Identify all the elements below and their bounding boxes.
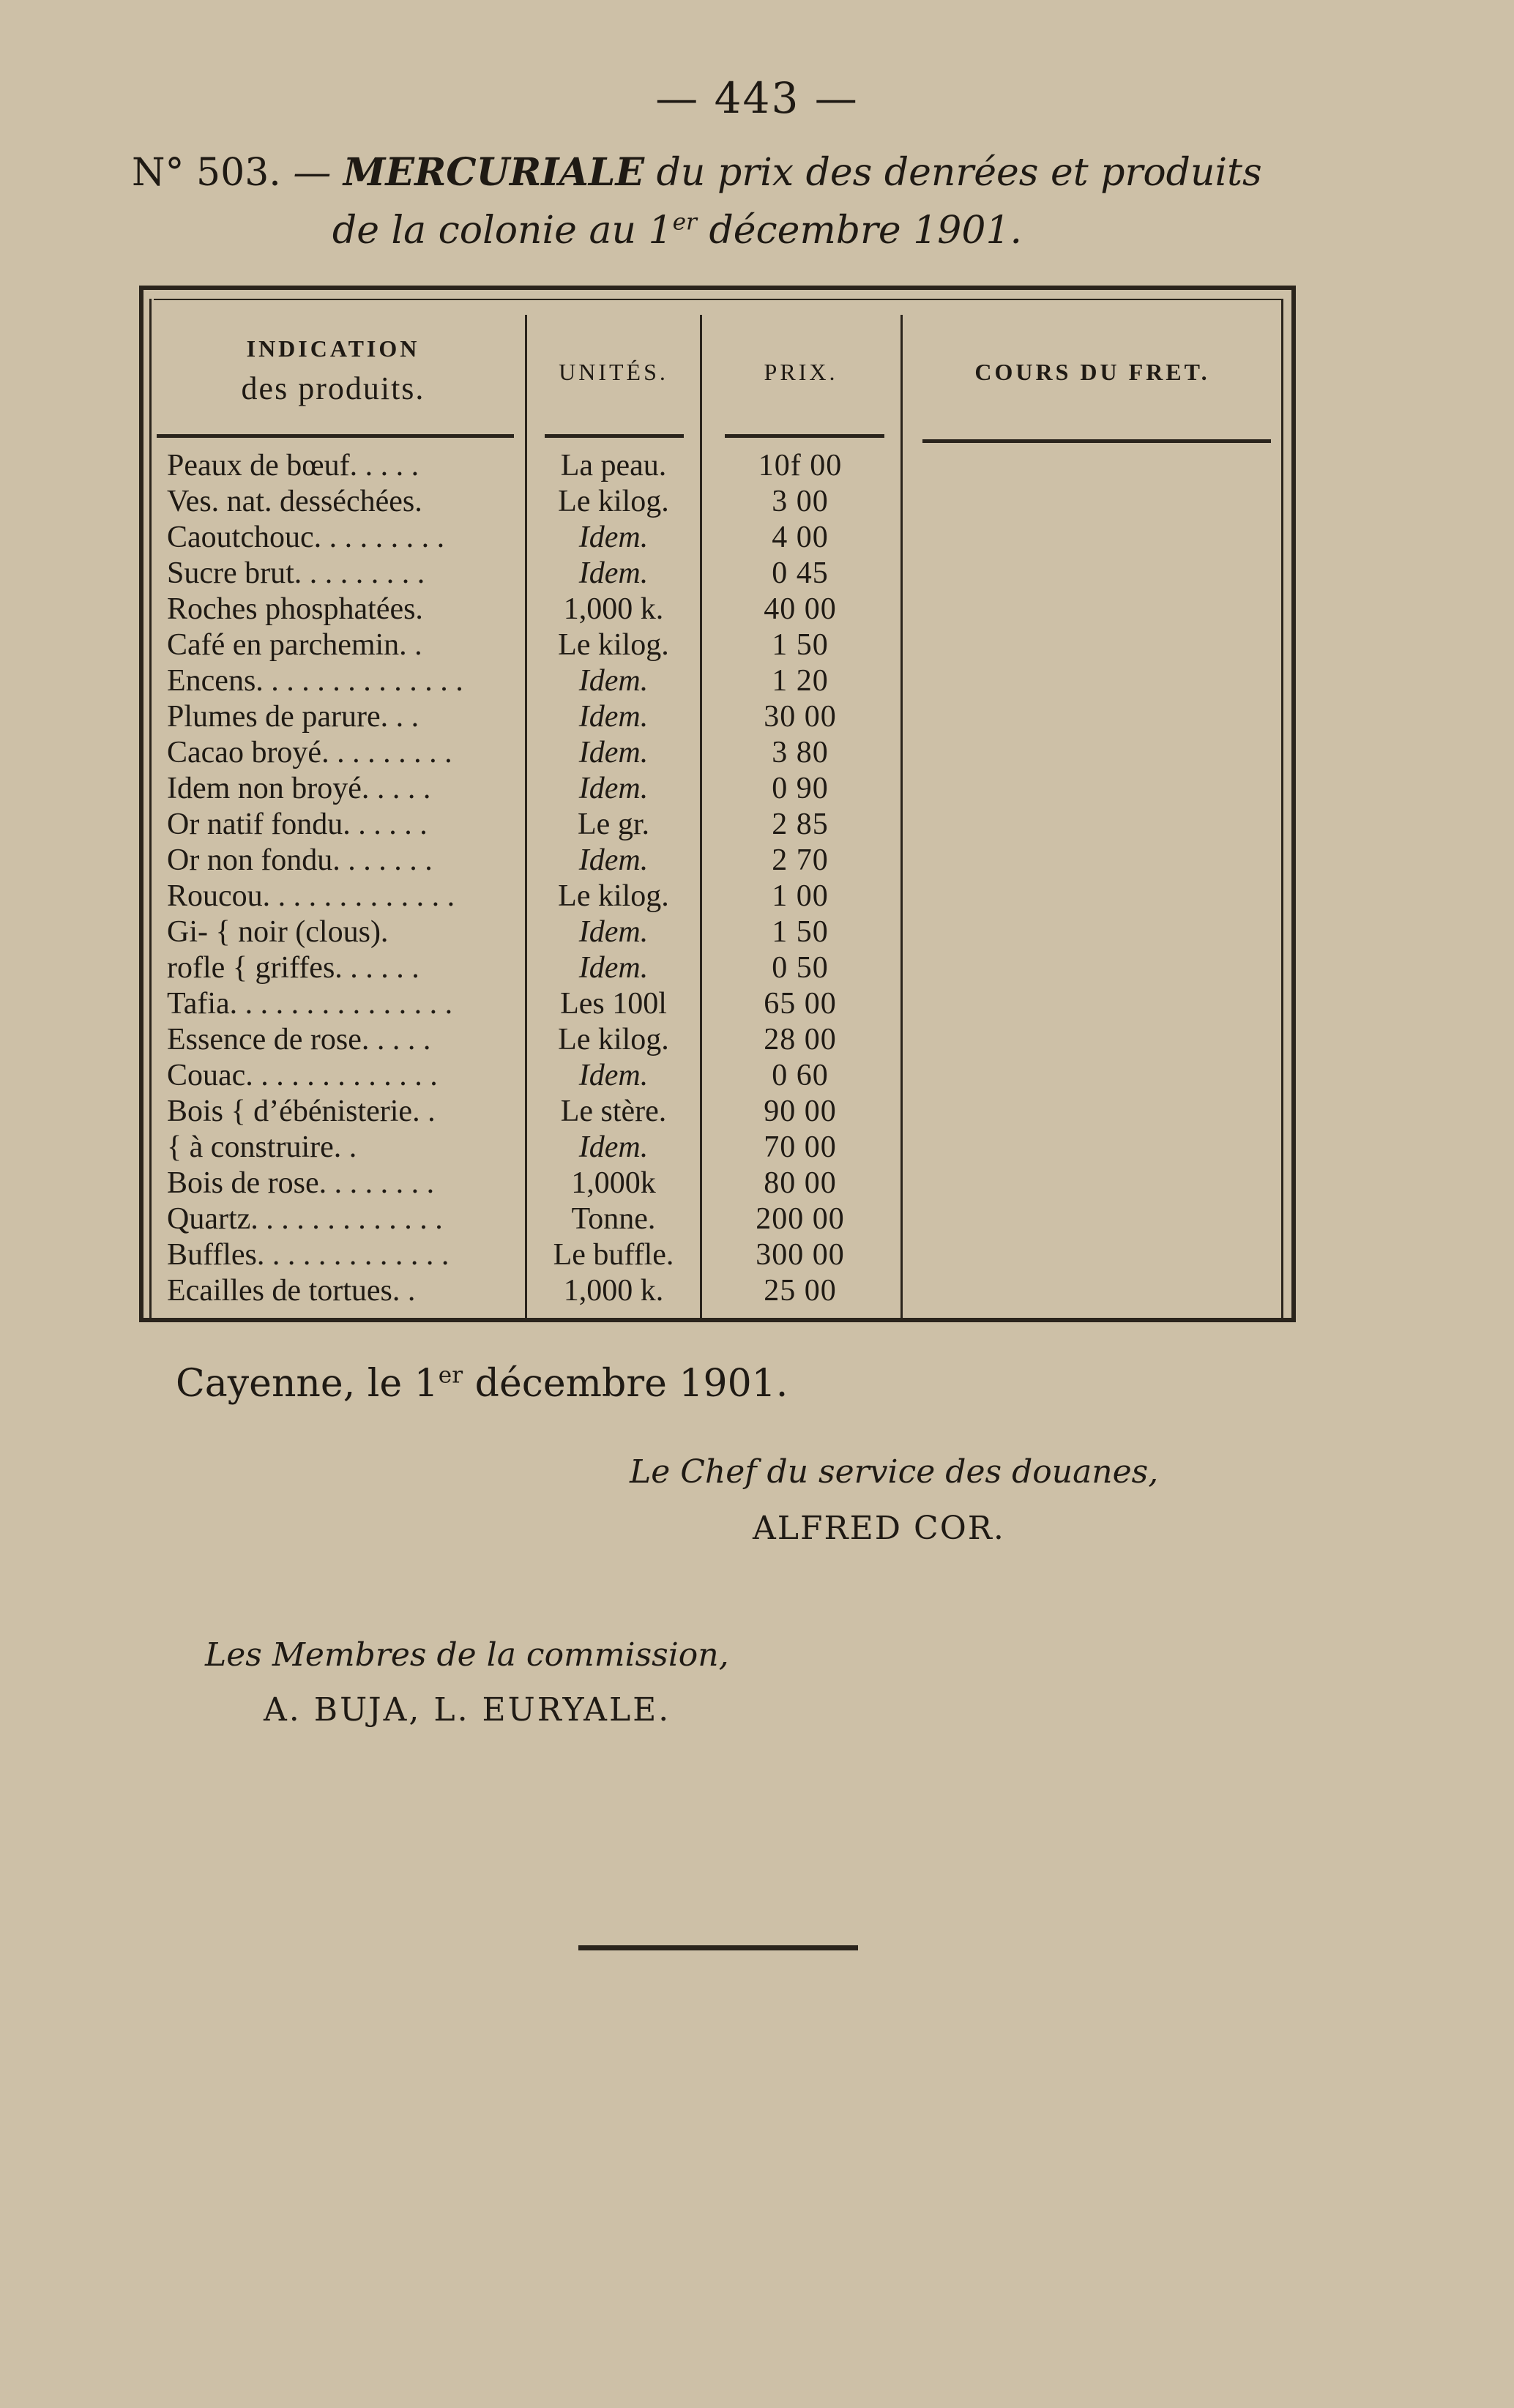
product-price: 25 00 xyxy=(764,1274,837,1308)
product-price: 70 00 xyxy=(764,1130,837,1164)
product-price: 40 00 xyxy=(764,592,837,626)
product-unit: Le kilog. xyxy=(558,628,669,662)
product-unit: Le gr. xyxy=(578,808,649,841)
product-unit: Tonne. xyxy=(571,1202,656,1236)
table-top-rule-thin xyxy=(154,299,1281,300)
product-name: Peaux de bœuf. . . . . xyxy=(167,449,419,482)
product-name: Caoutchouc. . . . . . . . . xyxy=(167,521,445,554)
product-name: Sucre brut. . . . . . . . . xyxy=(167,556,425,590)
product-name: Ves. nat. desséchées. xyxy=(167,485,422,518)
table-row xyxy=(139,843,1296,879)
product-price: 30 00 xyxy=(764,700,837,734)
product-price: 300 00 xyxy=(756,1238,845,1272)
product-unit: Idem. xyxy=(578,1059,649,1092)
end-rule xyxy=(578,1945,858,1950)
product-name: Roucou. . . . . . . . . . . . . xyxy=(167,879,455,913)
table-row xyxy=(139,1201,1296,1237)
product-price: 3 80 xyxy=(772,736,829,769)
header-underline-units xyxy=(545,434,684,438)
product-price: 2 85 xyxy=(772,808,829,841)
product-unit: Idem. xyxy=(578,521,649,554)
place-date-sup: er xyxy=(438,1362,463,1389)
product-name: Roches phosphatées. xyxy=(167,592,423,626)
title-line2-sup: er xyxy=(672,209,697,236)
header-products-top: INDICATION xyxy=(246,335,420,362)
product-unit: La peau. xyxy=(560,449,667,482)
header-units: UNITÉS. xyxy=(559,359,668,385)
product-unit: Idem. xyxy=(578,772,649,805)
title-line2-b: décembre 1901. xyxy=(696,209,1023,253)
product-price: 1 00 xyxy=(772,879,829,913)
table-row xyxy=(139,914,1296,950)
table-row xyxy=(139,1058,1296,1094)
table-row xyxy=(139,771,1296,807)
table-row xyxy=(139,484,1296,520)
table-row xyxy=(139,556,1296,592)
header-underline-price xyxy=(725,434,884,438)
product-price: 10f 00 xyxy=(758,449,843,482)
table-row xyxy=(139,627,1296,663)
title-line2-a: de la colonie au 1 xyxy=(332,209,673,253)
product-price: 65 00 xyxy=(764,987,837,1021)
table-row xyxy=(139,807,1296,843)
product-price: 90 00 xyxy=(764,1095,837,1128)
product-unit: Le kilog. xyxy=(558,1023,669,1056)
table-row xyxy=(139,1237,1296,1273)
table-row xyxy=(139,735,1296,771)
price-table xyxy=(139,286,1296,1322)
product-price: 1 50 xyxy=(772,628,829,662)
product-unit: Idem. xyxy=(578,700,649,734)
product-unit: Idem. xyxy=(578,736,649,769)
product-unit: Idem. xyxy=(578,1130,649,1164)
document-title-line-2 xyxy=(0,209,1354,253)
product-unit: Idem. xyxy=(578,915,649,949)
chef-signature: ALFRED COR. xyxy=(753,1510,1005,1547)
table-row xyxy=(139,1022,1296,1058)
product-unit: Les 100l xyxy=(560,987,667,1021)
header-price: PRIX. xyxy=(764,359,838,385)
product-unit: Le kilog. xyxy=(558,485,669,518)
table-row xyxy=(139,1130,1296,1166)
product-price: 0 50 xyxy=(772,951,829,985)
table-row xyxy=(139,1166,1296,1201)
product-name: Or non fondu. . . . . . . xyxy=(167,843,433,877)
place-date-a: Cayenne, le 1 xyxy=(176,1362,439,1406)
product-name: Cacao broyé. . . . . . . . . xyxy=(167,736,452,769)
product-unit: Idem. xyxy=(578,843,649,877)
header-underline-products xyxy=(157,434,514,438)
product-price: 200 00 xyxy=(756,1202,845,1236)
product-price: 0 60 xyxy=(772,1059,829,1092)
product-name: Bois { d’ébénisterie. . xyxy=(167,1095,436,1128)
place-and-date xyxy=(176,1362,788,1406)
product-unit: Le buffle. xyxy=(553,1238,674,1272)
product-price: 0 45 xyxy=(772,556,829,590)
product-name: Tafia. . . . . . . . . . . . . . . xyxy=(167,987,453,1021)
product-name: Or natif fondu. . . . . . xyxy=(167,808,428,841)
table-row xyxy=(139,1094,1296,1130)
product-unit: Idem. xyxy=(578,556,649,590)
product-name: Encens. . . . . . . . . . . . . . xyxy=(167,664,463,698)
product-price: 3 00 xyxy=(772,485,829,518)
product-unit: Idem. xyxy=(578,951,649,985)
table-row xyxy=(139,1273,1296,1309)
table-row xyxy=(139,879,1296,914)
product-name: Ecailles de tortues. . xyxy=(167,1274,416,1308)
document-title-line-1 xyxy=(132,150,1262,195)
product-name: Couac. . . . . . . . . . . . . xyxy=(167,1059,438,1092)
product-unit: 1,000 k. xyxy=(563,1274,664,1308)
product-name: Quartz. . . . . . . . . . . . . xyxy=(167,1202,443,1236)
product-name: { à construire. . xyxy=(167,1130,357,1164)
product-name: Buffles. . . . . . . . . . . . . xyxy=(167,1238,450,1272)
product-name: Café en parchemin. . xyxy=(167,628,422,662)
table-row xyxy=(139,663,1296,699)
product-name: Idem non broyé. . . . . xyxy=(167,772,431,805)
product-price: 80 00 xyxy=(764,1166,837,1200)
product-unit: Le stère. xyxy=(560,1095,667,1128)
table-bottom-rule xyxy=(139,1318,1296,1322)
product-name: Essence de rose. . . . . xyxy=(167,1023,431,1056)
header-products-bottom: des produits. xyxy=(241,370,425,406)
title-bold-word: MERCURIALE xyxy=(343,150,645,195)
product-price: 4 00 xyxy=(772,521,829,554)
product-price: 28 00 xyxy=(764,1023,837,1056)
place-date-b: décembre 1901. xyxy=(463,1362,788,1406)
table-row xyxy=(139,448,1296,484)
table-top-rule xyxy=(139,286,1296,290)
table-body xyxy=(139,448,1296,1312)
product-price: 0 90 xyxy=(772,772,829,805)
header-underline-freight xyxy=(922,439,1271,443)
product-unit: 1,000 k. xyxy=(563,592,664,626)
product-price: 1 20 xyxy=(772,664,829,698)
product-name: Gi- { noir (clous). xyxy=(167,915,389,949)
page-number: — 443 — xyxy=(655,73,859,123)
product-name: Plumes de parure. . . xyxy=(167,700,419,734)
product-unit: Idem. xyxy=(578,664,649,698)
product-name: rofle { griffes. . . . . . xyxy=(167,951,419,985)
table-row xyxy=(139,986,1296,1022)
table-row xyxy=(139,592,1296,627)
table-row xyxy=(139,520,1296,556)
commission-title: Les Membres de la commission, xyxy=(205,1636,729,1674)
product-unit: Le kilog. xyxy=(558,879,669,913)
table-row xyxy=(139,950,1296,986)
chef-title: Le Chef du service des douanes, xyxy=(630,1453,1159,1491)
header-freight: COURS DU FRET. xyxy=(974,359,1210,385)
title-number: N° 503. xyxy=(132,151,281,195)
product-name: Bois de rose. . . . . . . . xyxy=(167,1166,435,1200)
product-price: 2 70 xyxy=(772,843,829,877)
commission-signatures: A. BUJA, L. EURYALE. xyxy=(264,1691,671,1729)
product-price: 1 50 xyxy=(772,915,829,949)
title-dash: — xyxy=(280,151,343,195)
table-row xyxy=(139,699,1296,735)
product-unit: 1,000k xyxy=(571,1166,656,1200)
title-rest: du prix des denrées et produits xyxy=(644,151,1262,195)
